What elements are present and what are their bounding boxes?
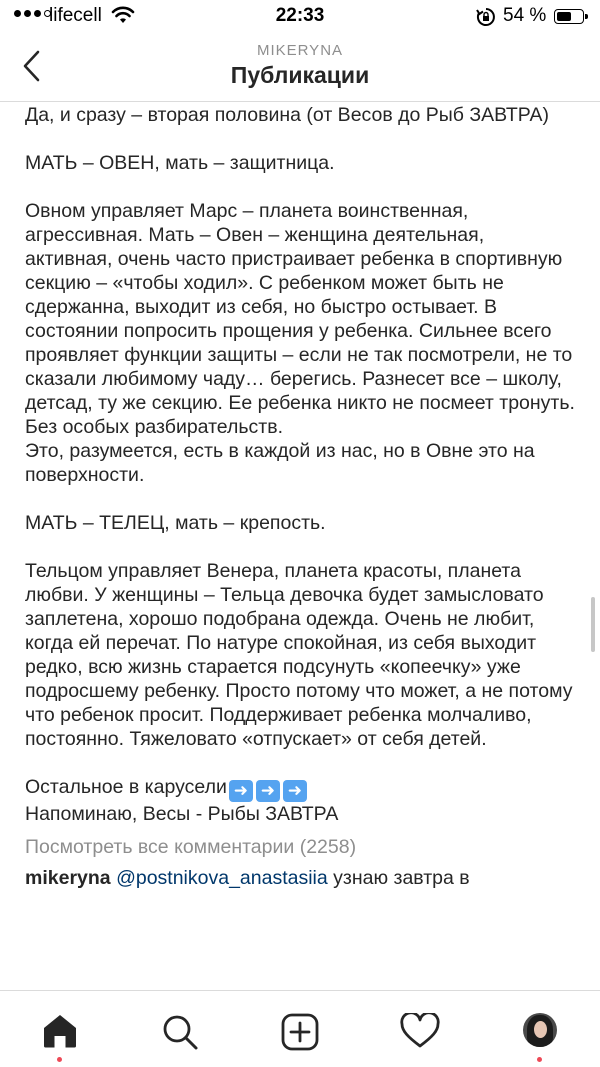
- notification-dot: [537, 1057, 542, 1062]
- search-icon: [161, 1013, 199, 1051]
- notification-dot: [57, 1057, 62, 1062]
- scrollbar[interactable]: [591, 597, 595, 652]
- activity-heart-icon: [400, 1013, 440, 1049]
- right-arrow-icon: ➜: [283, 780, 307, 802]
- caption-carousel-note: [25, 775, 576, 802]
- right-arrow-icon: ➜: [229, 780, 253, 802]
- post-caption: [0, 101, 600, 991]
- comment-text: узнаю завтра в: [333, 867, 470, 889]
- battery-percentage: 54 %: [503, 5, 547, 26]
- carousel-note-text: Остальное в карусели: [25, 776, 227, 798]
- bottom-tab-bar: [0, 990, 600, 1067]
- tab-home[interactable]: [0, 991, 120, 1067]
- header-username: MIKERYNA: [256, 42, 344, 59]
- rotation-lock-icon: [476, 7, 496, 27]
- caption-heading-aries: МАТЬ – ОВЕН, мать – защитница.: [25, 152, 335, 174]
- caption-heading-taurus: МАТЬ – ТЕЛЕЦ, мать – крепость.: [25, 512, 326, 534]
- arrow-emoji-row: [229, 780, 307, 802]
- comment-mention[interactable]: @postnikova_anastasiia: [116, 867, 328, 889]
- status-bar: [0, 0, 600, 34]
- tab-search[interactable]: [120, 991, 240, 1067]
- tab-activity[interactable]: [360, 991, 480, 1067]
- nav-header: [0, 34, 600, 102]
- page-title: Публикации: [230, 62, 370, 88]
- caption-reminder: Напоминаю, Весы - Рыбы ЗАВТРА: [25, 803, 339, 825]
- right-arrow-icon: ➜: [256, 780, 280, 802]
- tab-profile[interactable]: [480, 991, 600, 1067]
- caption-paragraph-taurus: Тельцом управляет Венера, планета красоты, планета любви. У женщины – Тельца девочка будет замысловато заплетена, хорошо подобрана одежда. Очень не любит, когда ей перечат. По натуре спокойная, из себя выходит редко, всю жизнь старается подсунуть «копеечку» уже подросшему ребенку. Просто потому что может, а не потому что ребенок просит. Поддерживает ребенка молчаливо, постоянно. Тяжеловато «отпускает» от себя детей.: [25, 560, 573, 750]
- new-post-icon: [281, 1013, 319, 1051]
- comment-preview: [25, 867, 576, 890]
- carrier-name: lifecell: [49, 5, 102, 26]
- home-icon: [41, 1013, 79, 1049]
- caption-paragraph-aries: Овном управляет Марс – планета воинственная, агрессивная. Мать – Овен – женщина деятельная, активная, очень часто пристраивает ребенка в спортивную секцию – «чтобы ходил». С ребенком может быть не сдержанна, выходит из себя, но быстро остывает. В состоянии попросить прощения у ребенка. Сильнее всего проявляет функции защиты – если не так посмотрели, не то сказали любимому чаду… берегись. Разнесет все – школу, детсад, ту же секцию. Ее ребенка никто не посмеет тронуть. Без особых разбирательств.: [25, 200, 575, 438]
- profile-avatar: [523, 1013, 557, 1047]
- view-all-comments-link[interactable]: Посмотреть все комментарии (2258): [25, 836, 357, 858]
- clock: 22:33: [275, 5, 325, 26]
- battery-icon: [554, 9, 584, 24]
- comment-author[interactable]: mikeryna: [25, 867, 111, 889]
- caption-intro: Да, и сразу – вторая половина (от Весов до Рыб ЗАВТРА): [25, 104, 549, 126]
- caption-paragraph-aries-note: Это, разумеется, есть в каждой из нас, но в Овне это на поверхности.: [25, 440, 535, 486]
- tab-new-post[interactable]: [240, 991, 360, 1067]
